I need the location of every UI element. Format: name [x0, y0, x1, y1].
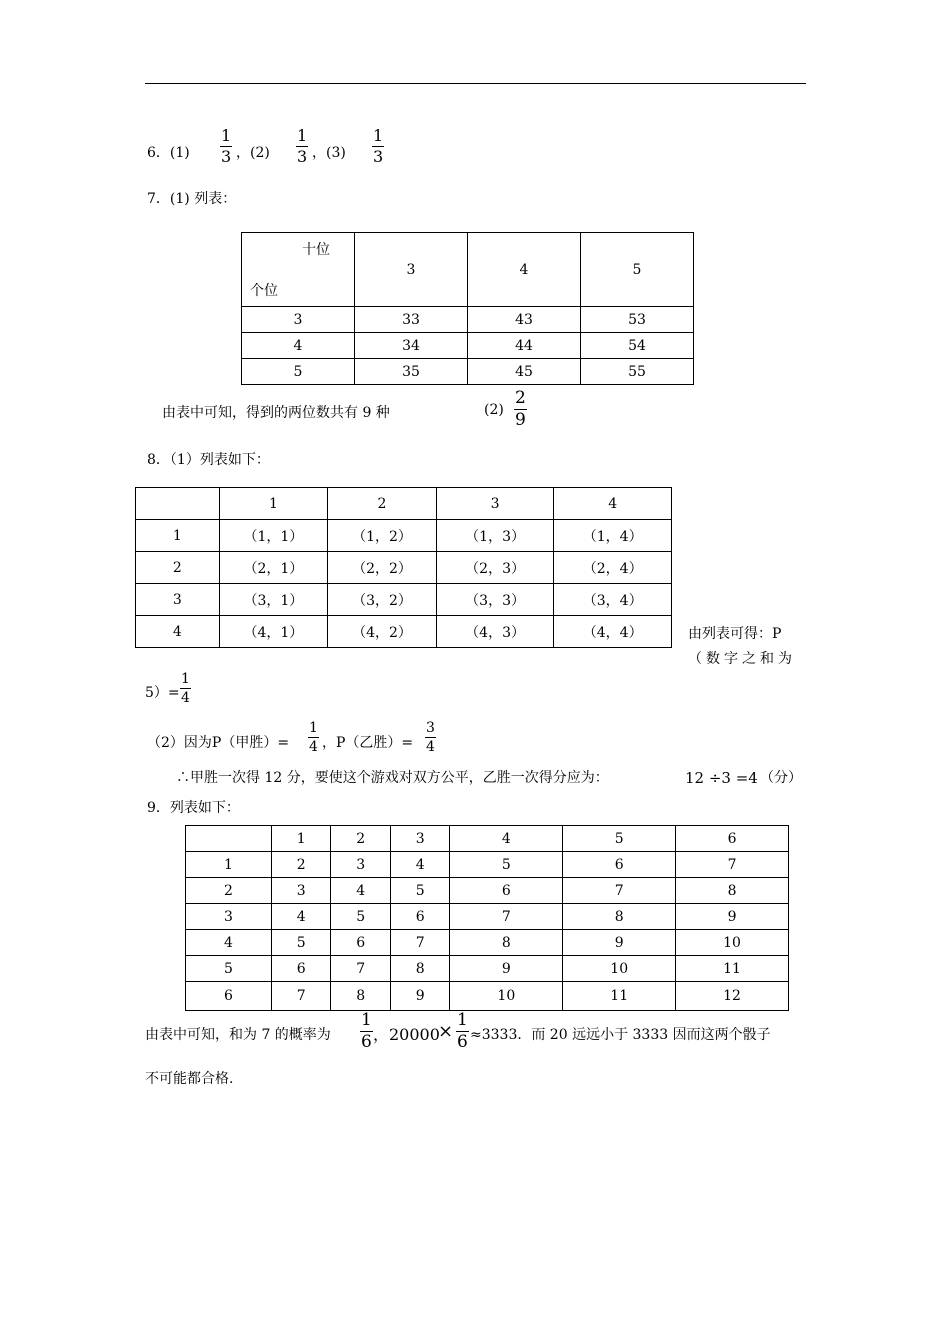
q7-col-header: 4	[468, 233, 581, 307]
q9-cell: 8	[450, 930, 563, 956]
q7-part2-fraction	[514, 390, 527, 429]
q9-cell: 11	[563, 982, 676, 1011]
q9-cell: 3	[331, 852, 390, 878]
q7-cell: 54	[581, 333, 694, 359]
q8-cont-num: 1	[181, 671, 190, 687]
q9-cell: 12	[676, 982, 789, 1011]
q9-cell: 6	[563, 852, 676, 878]
q8-cell: （3，4）	[554, 584, 672, 616]
q8-cell: （3，1）	[219, 584, 328, 616]
q8-cell: （3，3）	[436, 584, 554, 616]
q9-row-header: 6	[186, 982, 272, 1011]
q9-frac2-den: 6	[457, 1032, 468, 1052]
q9-cell: 4	[331, 878, 390, 904]
q9-row-header: 1	[186, 852, 272, 878]
q9-cell: 9	[676, 904, 789, 930]
q9-cell: 5	[272, 930, 331, 956]
q9-col-header: 4	[450, 826, 563, 852]
q9-cell: 9	[390, 982, 449, 1011]
q9-row-header: 3	[186, 904, 272, 930]
q8-p2b-den: 4	[426, 739, 435, 755]
q7-row-header: 5	[242, 359, 355, 385]
q7-cell: 53	[581, 307, 694, 333]
q9-frac1-num: 1	[361, 1010, 372, 1030]
q9-cell: 6	[331, 930, 390, 956]
q9-col-header: 5	[563, 826, 676, 852]
table-row	[136, 584, 672, 616]
q8-col-header: 1	[219, 488, 328, 520]
q9-cell: 7	[450, 904, 563, 930]
q7-cell: 33	[355, 307, 468, 333]
table-row	[242, 333, 694, 359]
q7-cell: 44	[468, 333, 581, 359]
q6-sep-3: ，(3)	[312, 145, 346, 161]
q7-conclusion: 由表中可知，得到的两位数共有 9 种	[162, 405, 390, 421]
q9-cell: 11	[676, 956, 789, 982]
q7-corner-bottom: 个位	[250, 283, 278, 299]
q9-cell: 10	[676, 930, 789, 956]
q9-cell: 8	[331, 982, 390, 1011]
q8-p2b-num: 3	[426, 720, 435, 736]
q9-table	[185, 825, 789, 1011]
q7-frac-num: 2	[515, 388, 526, 408]
q9-cell: 4	[272, 904, 331, 930]
q9-cell: 4	[390, 852, 449, 878]
q8-cont-fraction	[180, 672, 191, 705]
q8-corner-cell	[136, 488, 220, 520]
q8-cell: （4，2）	[328, 616, 437, 648]
q9-cell: 7	[272, 982, 331, 1011]
q8-row-header: 3	[136, 584, 220, 616]
q9-cell: 10	[450, 982, 563, 1011]
q8-cell: （4，3）	[436, 616, 554, 648]
q7-cell: 55	[581, 359, 694, 385]
q8-cell: （1，3）	[436, 520, 554, 552]
q9-col-header: 1	[272, 826, 331, 852]
table-row	[186, 852, 789, 878]
q8-calc: 12 ÷3 =4	[685, 769, 758, 787]
q9-cell: 9	[563, 930, 676, 956]
table-row	[186, 982, 789, 1011]
q8-cell: （2，4）	[554, 552, 672, 584]
q9-col-header: 3	[390, 826, 449, 852]
q7-frac-den: 9	[515, 410, 526, 430]
q9-cell: 7	[676, 852, 789, 878]
q9-frac1-den: 6	[361, 1032, 372, 1052]
q9-cell: 5	[390, 878, 449, 904]
q7-col-header: 5	[581, 233, 694, 307]
q8-cell: （1，4）	[554, 520, 672, 552]
q6-frac1-num: 1	[221, 126, 232, 145]
table-row	[186, 878, 789, 904]
q9-cell: 10	[563, 956, 676, 982]
q8-therefore: ∴甲胜一次得 12 分，要使这个游戏对双方公平，乙胜一次得分应为：	[176, 770, 609, 786]
q7-row-header: 3	[242, 307, 355, 333]
table-row	[186, 904, 789, 930]
q8-part2-a: （2）因为P（甲胜）=	[147, 735, 290, 751]
q9-row-header: 5	[186, 956, 272, 982]
q6-label: 6．(1)	[147, 145, 190, 161]
q9-cell: 8	[390, 956, 449, 982]
q9-cell: 7	[390, 930, 449, 956]
q9-row-header: 2	[186, 878, 272, 904]
q9-fraction-1	[360, 1012, 373, 1051]
q9-col-header: 6	[676, 826, 789, 852]
q8-continuation: 5）=	[145, 685, 180, 701]
q9-fraction-2	[456, 1012, 469, 1051]
header-rule	[145, 83, 806, 84]
q8-heading: 8．（1）列表如下：	[147, 452, 270, 468]
q9-conclusion-a: 由表中可知，和为 7 的概率为	[145, 1027, 331, 1043]
q9-cell: 7	[331, 956, 390, 982]
q8-p2a-num: 1	[309, 720, 318, 736]
q8-header-row	[136, 488, 672, 520]
q9-cell: 7	[563, 878, 676, 904]
q7-heading: 7．(1) 列表：	[147, 191, 237, 207]
q6-frac1-den: 3	[221, 147, 232, 166]
q9-cell: 5	[450, 852, 563, 878]
q9-cell: 6	[272, 956, 331, 982]
q8-col-header: 3	[436, 488, 554, 520]
q9-cell: 6	[450, 878, 563, 904]
q9-cell: 5	[331, 904, 390, 930]
q9-frac2-num: 1	[457, 1010, 468, 1030]
q7-header-row	[242, 233, 694, 307]
q8-cell: （4，1）	[219, 616, 328, 648]
table-row	[186, 956, 789, 982]
q8-row-header: 4	[136, 616, 220, 648]
q8-cell: （1，2）	[328, 520, 437, 552]
q8-cont-den: 4	[181, 690, 190, 706]
q8-p2a-den: 4	[309, 739, 318, 755]
q9-conclusion-b: ，20000	[373, 1025, 440, 1044]
table-row	[136, 616, 672, 648]
q7-table	[241, 232, 694, 385]
q7-cell: 34	[355, 333, 468, 359]
table-row	[136, 520, 672, 552]
q9-cell: 2	[272, 852, 331, 878]
q6-frac3-den: 3	[373, 147, 384, 166]
q7-col-header: 3	[355, 233, 468, 307]
table-row	[186, 930, 789, 956]
q9-header-row	[186, 826, 789, 852]
q7-corner-top: 十位	[302, 242, 330, 258]
q8-row-header: 2	[136, 552, 220, 584]
q8-part2-b: ，P（乙胜）=	[322, 735, 414, 751]
q9-conclusion-c: ≈3333．而 20 远远小于 3333 因而这两个骰子	[470, 1027, 771, 1043]
q7-cell: 43	[468, 307, 581, 333]
q7-corner-cell	[242, 233, 355, 307]
q9-cell: 8	[676, 878, 789, 904]
q6-fraction-3	[372, 128, 384, 165]
q8-part2-fraction-b	[425, 721, 436, 754]
q6-frac3-num: 1	[373, 126, 384, 145]
q6-fraction-2	[296, 128, 308, 165]
q9-heading: 9．列表如下：	[147, 800, 240, 816]
q7-part2-label: (2)	[484, 402, 504, 418]
q8-cell: （2，1）	[219, 552, 328, 584]
table-row	[136, 552, 672, 584]
q9-cell: 8	[563, 904, 676, 930]
q8-cell: （4，4）	[554, 616, 672, 648]
q8-table	[135, 487, 672, 648]
table-row	[242, 307, 694, 333]
table-row	[242, 359, 694, 385]
q8-side-line-2: （数字之和为	[688, 651, 796, 667]
q7-cell: 45	[468, 359, 581, 385]
q9-cell: 9	[450, 956, 563, 982]
q6-sep-2: ，(2)	[236, 145, 270, 161]
q8-cell: （2，2）	[328, 552, 437, 584]
q9-corner-cell	[186, 826, 272, 852]
q8-col-header: 4	[554, 488, 672, 520]
q9-col-header: 2	[331, 826, 390, 852]
q7-cell: 35	[355, 359, 468, 385]
q6-fraction-1	[220, 128, 232, 165]
q9-cell: 3	[272, 878, 331, 904]
q8-cell: （3，2）	[328, 584, 437, 616]
q9-times-sign: ×	[438, 1021, 454, 1042]
q8-cell: （1，1）	[219, 520, 328, 552]
q9-cell: 6	[390, 904, 449, 930]
q8-row-header: 1	[136, 520, 220, 552]
q7-row-header: 4	[242, 333, 355, 359]
q8-side-line-1: 由列表可得：P	[688, 626, 782, 642]
q8-part2-fraction-a	[308, 721, 319, 754]
q9-row-header: 4	[186, 930, 272, 956]
q9-conclusion-d: 不可能都合格.	[145, 1071, 234, 1087]
q8-unit: （分）	[760, 770, 802, 786]
q8-cell: （2，3）	[436, 552, 554, 584]
q6-frac2-num: 1	[297, 126, 308, 145]
q6-frac2-den: 3	[297, 147, 308, 166]
q8-col-header: 2	[328, 488, 437, 520]
